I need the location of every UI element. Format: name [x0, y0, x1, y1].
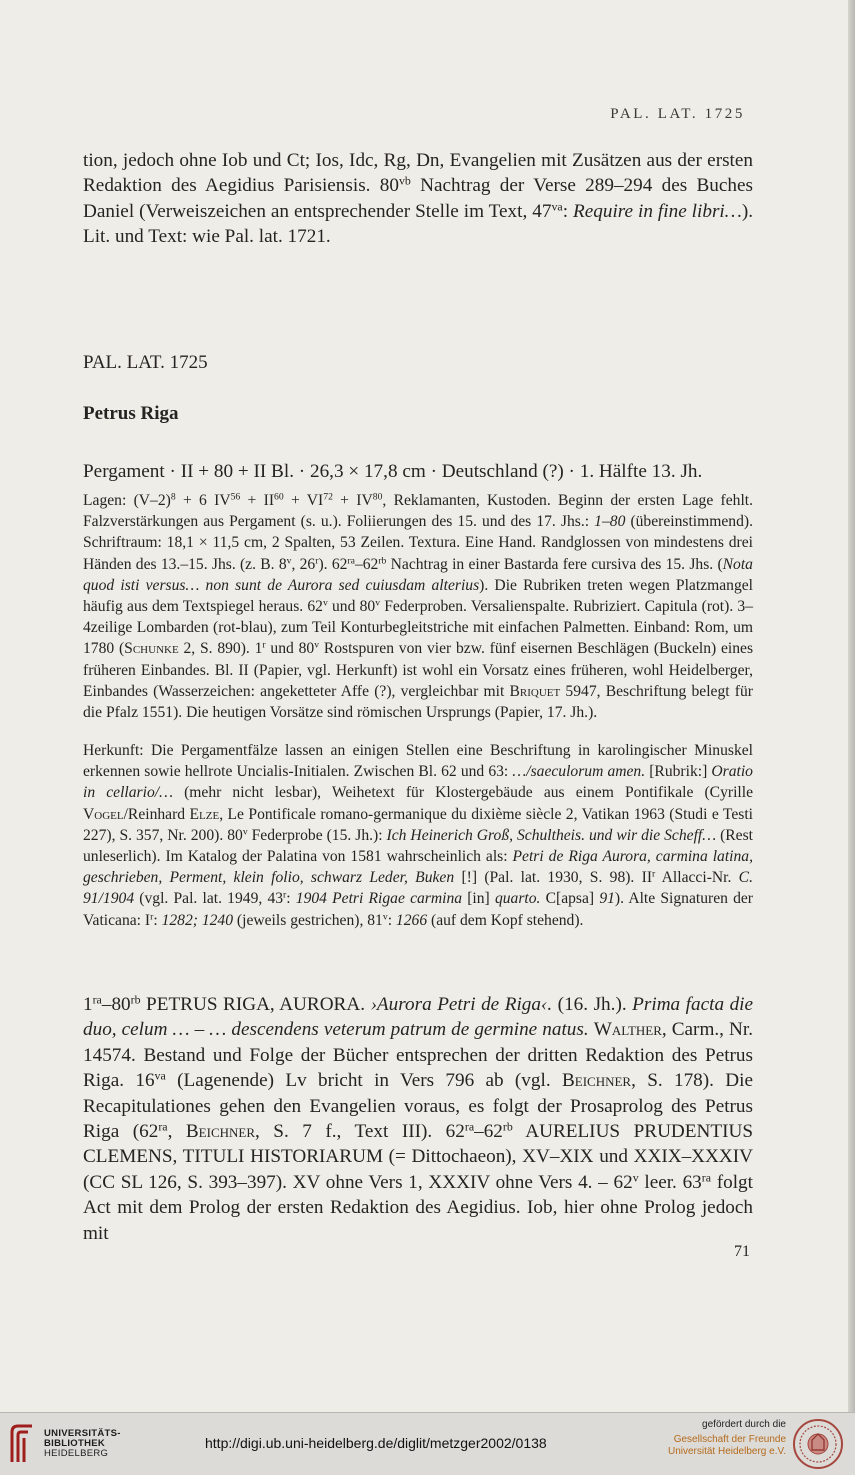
text-run: Nachtrag der Verse 289–294 des Buches Daniel (Verweiszeichen an entsprechender Stelle im Text, 47: [83, 175, 753, 222]
library-logo-icon[interactable]: [8, 1422, 38, 1466]
page-number: 71: [734, 1243, 750, 1260]
continuation-paragraph: [83, 148, 753, 250]
physical-description: Pergament · II + 80 + II Bl. · 26,3 × 17,8 cm · Deutschland (?) · 1. Hälfte 13. Jh.: [83, 461, 703, 482]
herkunft-paragraph: Herkunft: Die Pergamentfälze lassen an einigen Stellen eine Beschriftung in karolingischer Minuskel erkennen sowie hellrote Uncialis-Initialen. Zwischen Bl. 62 und 63: …/saeculorum amen. [Rubrik:] Oratio in cellario/… (mehr nicht lesbar), Weihetext für Klostergebäude aus einem Pontifikale (Cyrille Vogel/Reinhard Elze, Le Pontificale romano-germanique du dixième siècle 2, Vatikan 1963 (Studi e Testi 227), S. 357, Nr. 200). 80$^v$ Federprobe (15. Jh.): Ich Heinerich Groß, Schultheis. und wir die Scheff… (Rest unleserlich). Im Katalog der Palatina von 1581 wahrscheinlich als: Petri de Riga Aurora, carmina latina, geschrieben, Perment, klein folio, schwarz Leder, Buken [!] (Pal. lat. 1930, S. 98). $II^r$ Allacci-Nr. C. 91/1904 (vgl. Pal. lat. 1949, 43$^r$: 1904 Petri Rigae carmina [in] quarto. C[apsa] 91). Alte Signaturen der Vaticana: $I^r$: 1282; 1240 (jeweils gestrichen), 81$^v$: 1266 (auf dem Kopf stehend).: [83, 742, 754, 929]
text-run: :: [562, 200, 574, 222]
document-url-link[interactable]: http://digi.ub.uni-heidelberg.de/diglit/metzger2002/0138: [205, 1435, 547, 1451]
lagen-paragraph: Lagen: $(V-2)^8 + 6$ $IV^{56} + II^{60} + VI^{72} + IV^{80}$, Reklamanten, Kustoden. Beginn der ersten Lage fehlt. Falzverstärkungen aus Pergament (s. u.). Foliierungen des 15. und des 17. Jhs.: 1–80 (übereinstimmend). Schriftraum: 18,1 × 11,5 cm, 2 Spalten, 53 Zeilen. Textura. Eine Hand. Randglossen von mindestens drei Händen des 13.–15. Jhs. (z. B. 8$^v$, 26$^r$). $62^{ra}-62^{rb}$ Nachtrag in einer Bastarda fere cursiva des 15. Jhs. (Nota quod isti versus… non sunt de Aurora sed cuiusdam alterius). Die Rubriken treten wegen Platzmangel häufig aus dem Textspiegel heraus. 62$^v$ und 80$^v$ Federproben. Versalienspalte. Rubriziert. Capitula (rot). 3–4zeilige Lombarden (rot-blau), zum Teil Konturbegleitstriche mit einfachen Palmetten. Einband: Rom, um 1780 (Schunke 2, S. 890). 1$^r$ und 80$^v$ Rostspuren von vier bzw. fünf eisernen Beschlägen (Buckeln) eines früheren Einbandes. Bl. II (Papier, vgl. Herkunft) ist wohl ein Vorsatz eines früheren, wohl Heidelberger, Einbandes (Wasserzeichen: angeketteter Affe (?), vergleichbar mit Briquet 5947, Beschriftung belegt für die Pfalz 1551). Die heutigen Vorsätze sind römischen Ursprungs (Papier, 17. Jh.).: [83, 491, 754, 722]
page-edge: [848, 0, 855, 1412]
folio-sup: vb: [398, 173, 411, 188]
folio-sup: va: [551, 199, 563, 214]
text-run: ). Lit. und Text: wie Pal. lat. 1721.: [83, 200, 753, 248]
quoted-text: Require in fine libri…: [573, 200, 742, 222]
sponsor-block: gefördert durch die Gesellschaft der Freunde Universität Heidelberg e.V.: [667, 1419, 786, 1457]
content-paragraph: $1^{ra}-80^{rb}$ PETRUS RIGA, AURORA. ›Aurora Petri de Riga‹. (16. Jh.). Prima facta die duo, celum … – … descendens veterum patrum de germine natus. Walther, Carm., Nr. 14574. Bestand und Folge der Bücher entsprechen der dritten Redaktion des Petrus Riga. $16^{va}$ (Lagenende) Lv bricht in Vers 796 ab (vgl. Beichner, S. 178). Die Recapitulationes gehen den Evangelien voraus, es folgt der Prosaprolog des Petrus Riga ($62^{ra}$, Beichner, S. 7 f., Text III). $62^{ra}-62^{rb}$ AURELIUS PRUDENTIUS CLEMENS, TITULI HISTORIARUM (= Dittochaeon), XV–XIX und XXIX–XXXIV (CC SL 126, S. 393–397). XV ohne Vers 1, XXXIV ohne Vers 4. – 62$^v$ leer. $63^{ra}$ folgt Act mit dem Prolog der ersten Redaktion des Aegidius. Iob, hier ohne Prolog jedoch mit: [83, 992, 754, 1244]
text-run: tion, jedoch ohne Iob und Ct; Ios, Idc, Rg, Dn, Evangelien mit Zusätzen aus der ersten Redaktion des Aegidius Parisiensis. 80: [83, 150, 753, 197]
library-name: UNIVERSITÄTS- BIBLIOTHEK HEIDELBERG: [44, 1428, 121, 1459]
entry-signature: PAL. LAT. 1725: [83, 352, 208, 373]
entry-author: Petrus Riga: [83, 403, 179, 424]
footer-bar: [0, 1412, 855, 1475]
university-seal-icon[interactable]: [792, 1418, 844, 1470]
running-head: PAL. LAT. 1725: [610, 106, 745, 122]
